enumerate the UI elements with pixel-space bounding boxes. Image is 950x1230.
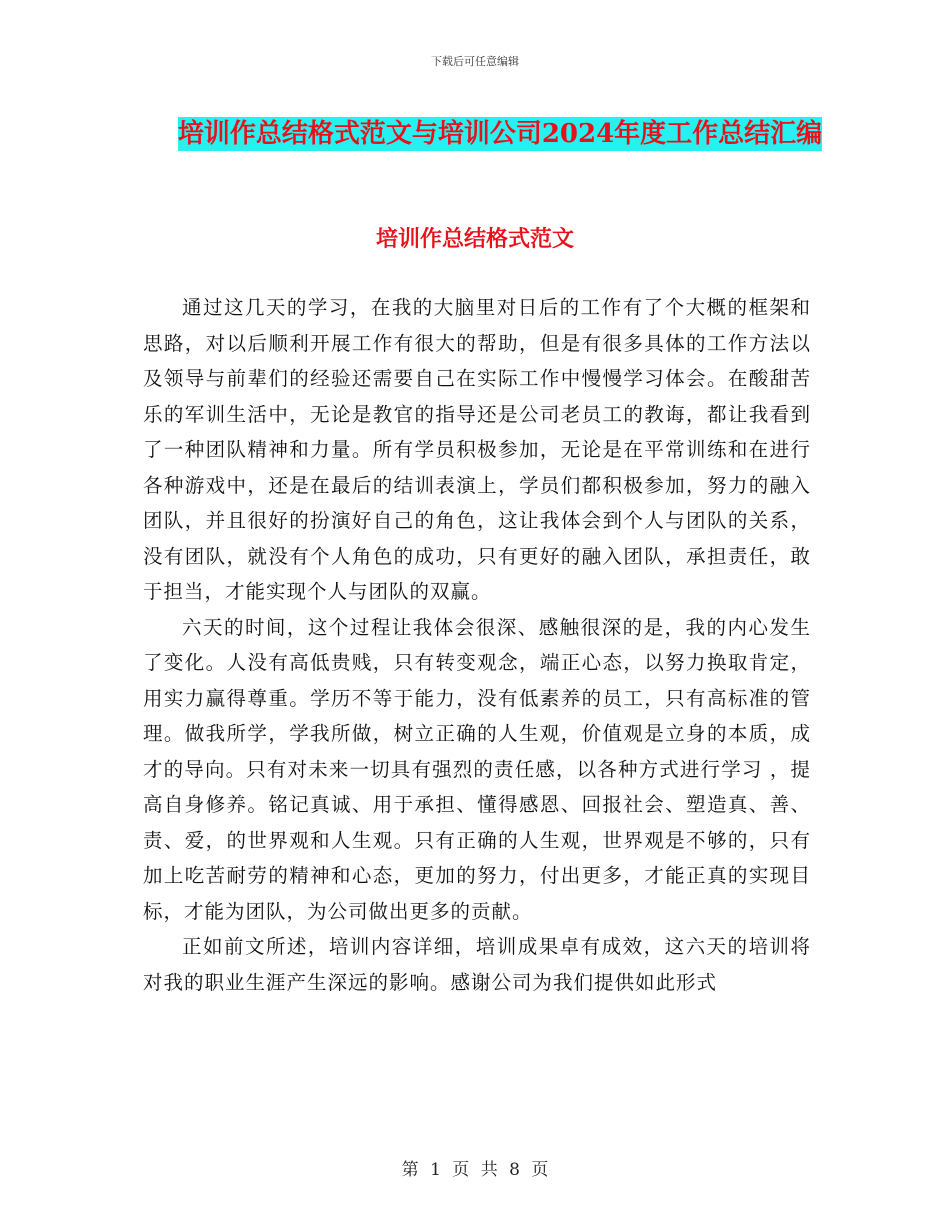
document-body <box>143 290 811 1000</box>
page-header-note: 下载后可任意编辑 <box>431 55 519 68</box>
paragraph-2: 六天的时间，这个过程让我体会很深、感触很深的是，我的内心发生了变化。人没有高低贵贱，只有转变观念，端正心态，以努力换取肯定，用实力赢得尊重。学历不等于能力，没有低素养的员工，只有高标准的管理。做我所学，学我所做，树立正确的人生观，价值观是立身的本质，成才的导向。只有对未来一切具有强烈的责任感，以各种方式进行学习 ，提高自身修养。铭记真诚、用于承担、懂得感恩、回报社会、塑造真、善、责、爱，的世界观和人生观。只有正确的人生观，世界观是不够的，只有加上吃苦耐劳的精神和心态，更加的努力，付出更多，才能正真的实现目标，才能为团队，为公司做出更多的贡献。 <box>143 615 811 923</box>
paragraph-1: 通过这几天的学习，在我的大脑里对日后的工作有了个大概的框架和思路，对以后顺利开展工作有很大的帮助，但是有很多具体的工作方法以及领导与前辈们的经验还需要自己在实际工作中慢慢学习体会。在酸甜苦乐的军训生活中，无论是教官的指导还是公司老员工的教诲，都让我看到了一种团队精神和力量。所有学员积极参加，无论是在平常训练和在进行各种游戏中，还是在最后的结训表演上，学员们都积极参加，努力的融入团队，并且很好的扮演好自己的角色，这让我体会到个人与团队的关系，没有团队，就没有个人角色的成功，只有更好的融入团队，承担责任，敢于担当，才能实现个人与团队的双赢。 <box>143 296 811 603</box>
paragraph-3: 正如前文所述，培训内容详细，培训成果卓有成效，这六天的培训将对我的职业生涯产生深远的影响。感谢公司为我们提供如此形式 <box>143 935 811 994</box>
page-footer: 第 1 页 共 8 页 <box>401 1160 549 1180</box>
document-title-text: 培训作总结格式范文与培训公司2024年度工作总结汇编 <box>177 119 823 149</box>
document-title <box>120 111 880 157</box>
section-title: 培训作总结格式范文 <box>375 226 574 252</box>
